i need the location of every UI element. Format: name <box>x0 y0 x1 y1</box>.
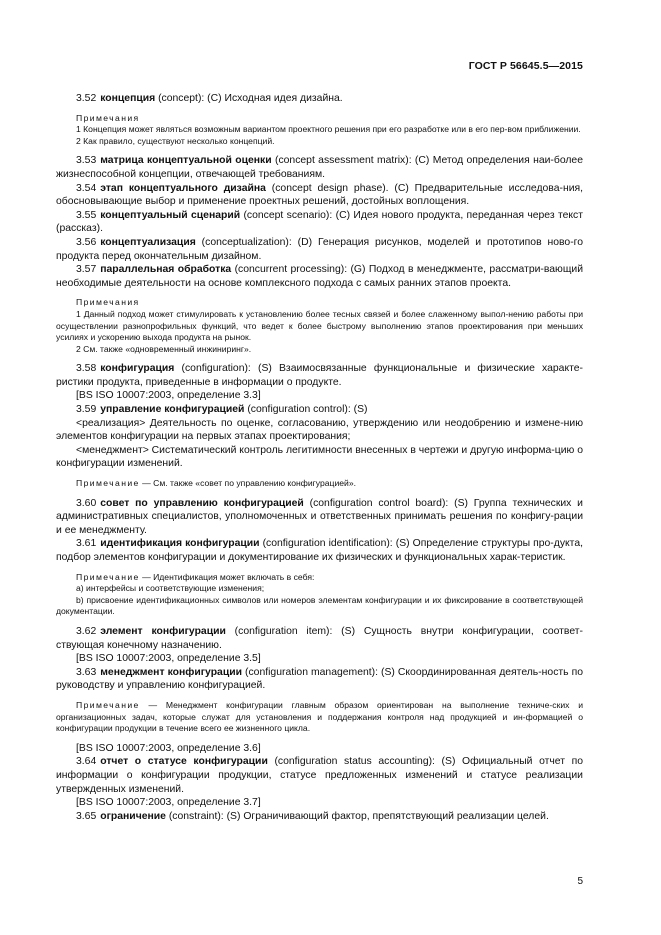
note-item: 1 Концепция может являться возможным вариантом проектного решения при его разработке или в его пер-вом приближении. <box>76 124 581 135</box>
note-text: — См. также «совет по управлению конфигурацией». <box>139 478 357 489</box>
note-item: b) присвоение идентификационных символов или номеров элементам конфигурации и их фиксирование в соответствующей документации. <box>56 594 583 617</box>
term-entry-3-60 <box>56 497 583 538</box>
note-item: 2 См. также «одновременный инжиниринг». <box>76 343 252 354</box>
entry-number: 3.64 <box>76 756 97 768</box>
entry-number: 3.60 <box>76 497 97 509</box>
entry-term: параллельная обработка <box>100 264 232 276</box>
notes-3-52 <box>56 113 583 148</box>
entry-definition: (conceptualization): (D) Генерация рисунков, моделей и прототипов ново-го продукта перед окончательным дизайном. <box>56 236 583 262</box>
source-reference: [BS ISO 10007:2003, определение 3.3] <box>76 390 261 402</box>
term-entry-3-64 <box>56 755 583 796</box>
document-body <box>56 92 583 823</box>
entry-definition: (concept scenario): (C) Идея нового продукта, переданная через текст (рассказ). <box>56 209 583 235</box>
entry-definition: (concurrent processing): (G) Подход в менеджменте, рассматри-вающий необходимые деятельности на основе комплексного подхода с самых ранних этапов проекта. <box>56 264 584 289</box>
entry-term: матрица концептуальной оценки <box>100 155 272 167</box>
entry-definition: (configuration control): (S) <box>244 404 368 416</box>
notes-3-63 <box>56 700 583 735</box>
entry-definition: (concept assessment matrix): (C) Метод определения наи-более жизнеспособной концепции, отвечающей требованиям. <box>56 155 583 180</box>
term-entry-3-55 <box>56 209 583 236</box>
note-item: 2 Как правило, существуют несколько концепций. <box>76 135 275 146</box>
entry-sub-definition: <реализация> Деятельность по оценке, согласованию, утверждению или неодобрению и измене-нию элементов конфигурации на первых этапах проектирования; <box>56 417 583 443</box>
entry-number: 3.58 <box>76 363 97 375</box>
entry-sub-definition: <менеджмент> Систематический контроль легитимности внесенных в чертежи и другую информа-цию о конфигурации изменений. <box>56 444 583 470</box>
term-entry-3-54 <box>56 182 583 209</box>
source-reference: [BS ISO 10007:2003, определение 3.7] <box>76 797 261 809</box>
entry-number: 3.63 <box>76 666 97 678</box>
entry-term: управление конфигурацией <box>100 404 245 416</box>
entry-definition: (configuration management): (S) Скоординированная деятель-ность по руководству и управлению конфигурацией. <box>56 666 583 692</box>
entry-number: 3.57 <box>76 264 97 276</box>
entry-term: концептуализация <box>100 236 196 248</box>
entry-definition: (constraint): (S) Ограничивающий фактор, препятствующий реализации целей. <box>165 810 549 822</box>
entry-definition: (concept design phase). (C) Предварительные исследова-ния, обосновывающие выбор и применение проектных решений, достойных воплощения. <box>56 182 584 208</box>
term-entry-3-65 <box>56 810 583 824</box>
term-entry-3-52 <box>56 92 583 106</box>
term-entry-3-53 <box>56 154 583 181</box>
entry-number: 3.61 <box>76 538 97 550</box>
note-label: Примечание <box>76 699 140 710</box>
entry-term: отчет о статусе конфигурации <box>100 756 268 768</box>
entry-definition: (concept): (C) Исходная идея дизайна. <box>155 93 343 104</box>
entry-term: менеджмент конфигурации <box>100 666 242 678</box>
note-item: 1 Данный подход может стимулировать к установлению более тесных связей и более слаженному выпол-нению работы при осуществлении разнопрофильных функций, что ведет к более быстрому выполнению этапов проектирования при меньших усилиях и ускорению выхода продукта на рынок. <box>56 308 583 343</box>
notes-heading: Примечания <box>76 112 140 123</box>
entry-term: концептуальный сценарий <box>100 209 241 221</box>
entry-number: 3.59 <box>76 404 97 416</box>
source-reference: [BS ISO 10007:2003, определение 3.5] <box>76 653 261 665</box>
entry-definition: (configuration): (S) Взаимосвязанные функциональные и физические характе-ристики продукта, приведенные в информации о продукте. <box>56 363 583 388</box>
entry-definition: (configuration identification): (S) Определение структуры про-дукта, подбор элементов конфигурации и документирование их физических и функциональных харак-теристик. <box>56 538 583 563</box>
note-3-61 <box>56 572 583 584</box>
entry-term: концепция <box>100 93 156 104</box>
term-entry-3-62 <box>56 625 583 652</box>
note-label: Примечание <box>76 571 140 582</box>
entry-definition: (configuration control board): (S) Группа технических и административных специалистов, уполномоченных и ответственных принимать решения по конфигу-рации и ее менеджменту. <box>56 497 583 536</box>
term-entry-3-57 <box>56 263 583 290</box>
note-item: a) интерфейсы и соответствующие изменения; <box>76 583 265 594</box>
source-reference: [BS ISO 10007:2003, определение 3.6] <box>76 742 261 754</box>
notes-3-57 <box>56 297 583 355</box>
entry-definition: (configuration status accounting): (S) Официальный отчет по информации о конфигурации продукции, статусе предложенных изменений и статусе реализации утвержденных изменений. <box>56 756 583 795</box>
entry-term: идентификация конфигурации <box>100 538 260 550</box>
entry-term: элемент конфигурации <box>100 625 226 637</box>
note-text: — Идентификация может включать в себя: <box>139 571 315 582</box>
entry-number: 3.52 <box>76 93 97 104</box>
entry-number: 3.53 <box>76 155 97 167</box>
entry-number: 3.62 <box>76 625 97 637</box>
entry-number: 3.54 <box>76 182 97 194</box>
note-text: — Менеджмент конфигурации главным образом ориентирован на выполнение техниче-ских и организационных задач, которые служат для установления и поддержания контроля над продукцией и ин-формацией о конфигурации продукции в течение всего ее жизненного цикла. <box>56 699 583 734</box>
term-entry-3-58 <box>56 362 583 389</box>
term-entry-3-56 <box>56 236 583 263</box>
notes-heading: Примечания <box>76 297 140 308</box>
entry-term: этап концептуального дизайна <box>100 182 266 194</box>
entry-term: конфигурация <box>100 363 175 375</box>
entry-term: совет по управлению конфигурацией <box>100 497 304 509</box>
note-3-63 <box>56 700 583 735</box>
entry-number: 3.65 <box>76 810 97 822</box>
note-label: Примечание <box>76 478 140 489</box>
entry-definition: (configuration item): (S) Сущность внутри конфигурации, соответ-ствующая конечному назначению. <box>56 625 583 651</box>
entry-number: 3.56 <box>76 236 97 248</box>
entry-number: 3.55 <box>76 209 97 221</box>
note-3-59 <box>56 478 583 490</box>
term-entry-3-59 <box>56 403 583 417</box>
notes-3-61 <box>56 572 583 618</box>
document-id-header: ГОСТ Р 56645.5—2015 <box>468 60 583 72</box>
entry-term: ограничение <box>100 810 166 822</box>
term-entry-3-63 <box>56 666 583 693</box>
page-number: 5 <box>577 876 583 887</box>
term-entry-3-61 <box>56 537 583 564</box>
